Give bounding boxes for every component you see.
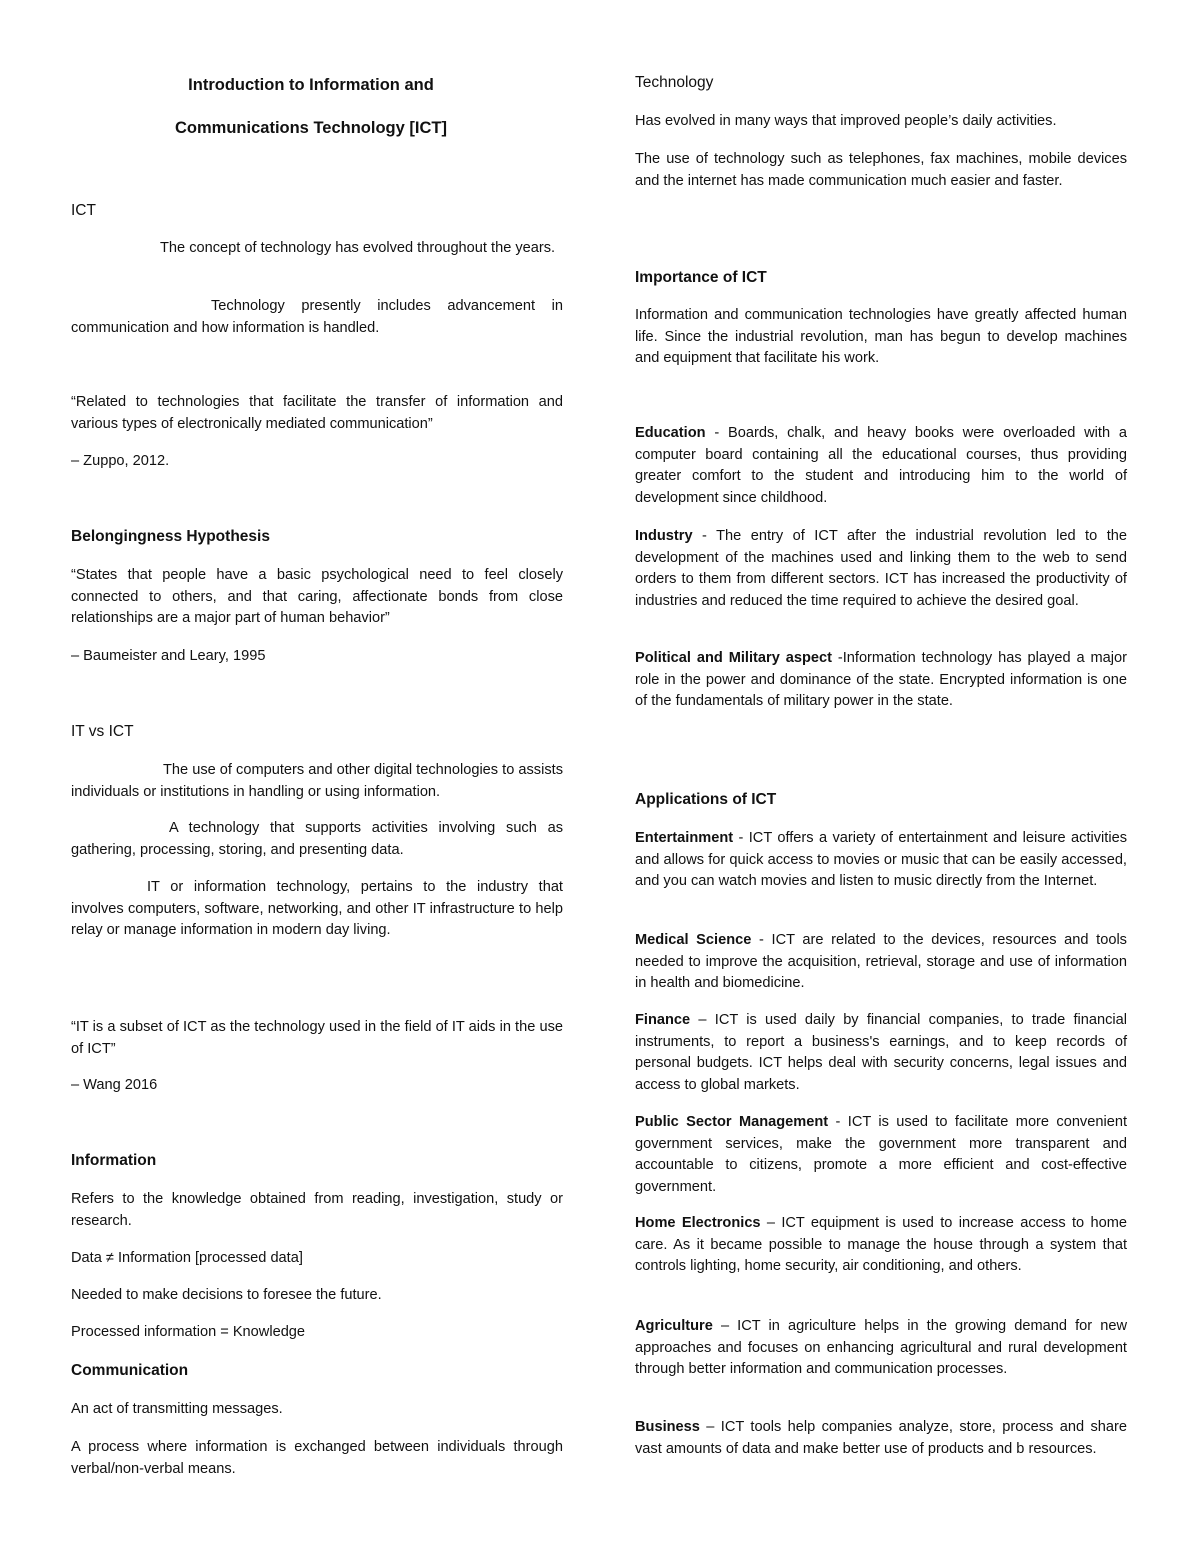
communication-paragraph-1: An act of transmitting messages. (71, 1401, 283, 1417)
zuppo-quote: “Related to technologies that facilitate the transfer of information and various types of electronically mediated communication” (71, 394, 563, 432)
it-vs-ict-paragraph-1: The use of computers and other digital technologies to assists individuals or institutions in handling or using information. (71, 762, 563, 800)
entertainment-text: - ICT offers a variety of entertainment and leisure activities and allows for quick access to movies or music that can be easily accessed, and you can watch movies and listen to music directly from the Internet. (635, 830, 1127, 890)
business-term: Business (635, 1419, 700, 1435)
finance-item (635, 1010, 1127, 1096)
agriculture-text: – ICT in agriculture helps in the growing demand for new approaches and focuses on enhancing agricultural and rural development through better information and communication processes. (635, 1318, 1127, 1378)
section-heading-information: Information (71, 1152, 157, 1169)
industry-text: - The entry of ICT after the industrial revolution led to the development of the machines used and linking them to the web to send orders to them from different sectors. ICT has increased the productivity of industries and reduced the time required to achieve the desired goal. (635, 528, 1127, 609)
section-heading-technology: Technology (635, 74, 714, 91)
home-electronics-item (635, 1213, 1127, 1278)
it-vs-ict-paragraph-2: A technology that supports activities involving such as gathering, processing, storing, and presenting data. (71, 820, 563, 858)
home-electronics-term: Home Electronics (635, 1215, 761, 1231)
industry-term: Industry (635, 528, 693, 544)
industry-item (635, 526, 1127, 612)
section-heading-ict: ICT (71, 202, 96, 219)
ict-paragraph-1: The concept of technology has evolved throughout the years. (160, 240, 556, 256)
education-term: Education (635, 425, 706, 441)
belongingness-quote: “States that people have a basic psychological need to feel closely connected to others, and that caring, affectionate bonds from close relationships are a major part of human behavior” (71, 567, 563, 627)
finance-term: Finance (635, 1012, 691, 1028)
political-military-item (635, 648, 1127, 713)
medical-science-text: - ICT are related to the devices, resources and tools needed to improve the acquisition, retrieval, storage and use of information in health and biomedicine. (635, 932, 1127, 992)
public-sector-text: - ICT is used to facilitate more convenient government services, make the government more transparent and accountable to citizens, promote a more efficient and cost-effective government. (635, 1114, 1127, 1195)
wang-quote: “IT is a subset of ICT as the technology used in the field of IT aids in the use of ICT” (71, 1019, 563, 1057)
ict-paragraph-2: Technology presently includes advancement in communication and how information is handled. (71, 298, 563, 336)
importance-paragraph: Information and communication technologies have greatly affected human life. Since the industrial revolution, man has begun to develop machines and equipment that facilitate his work. (635, 307, 1127, 367)
information-paragraph-2: Data ≠ Information [processed data] (71, 1250, 303, 1266)
entertainment-item (635, 828, 1127, 893)
information-paragraph-4: Processed information = Knowledge (71, 1324, 306, 1340)
medical-science-term: Medical Science (635, 932, 752, 948)
education-item (635, 423, 1127, 509)
political-military-term: Political and Military aspect (635, 650, 832, 666)
agriculture-item (635, 1316, 1127, 1381)
communication-paragraph-2: A process where information is exchanged between individuals through verbal/non-verbal means. (71, 1439, 563, 1477)
section-heading-communication: Communication (71, 1362, 189, 1379)
zuppo-quote-source: – Zuppo, 2012. (71, 453, 170, 469)
entertainment-term: Entertainment (635, 830, 734, 846)
medical-science-item (635, 930, 1127, 995)
political-military-text: -Information technology has played a major role in the power and dominance of the state. Encrypted information is one of the fundamentals of military power in the state. (635, 650, 1127, 710)
section-heading-belongingness: Belongingness Hypothesis (71, 528, 270, 545)
section-heading-importance: Importance of ICT (635, 269, 767, 286)
business-text: – ICT tools help companies analyze, store, process and share vast amounts of data and make better use of products and b resources. (635, 1419, 1127, 1457)
business-item (635, 1417, 1127, 1460)
document-title-line-1: Introduction to Information and (188, 76, 434, 94)
wang-quote-source: – Wang 2016 (71, 1077, 158, 1093)
information-paragraph-1: Refers to the knowledge obtained from reading, investigation, study or research. (71, 1191, 563, 1229)
public-sector-item (635, 1112, 1127, 1198)
technology-paragraph-2: The use of technology such as telephones, fax machines, mobile devices and the internet has made communication much easier and faster. (635, 151, 1127, 189)
belongingness-quote-source: – Baumeister and Leary, 1995 (71, 648, 266, 664)
finance-text: – ICT is used daily by financial companies, to trade financial instruments, to report a business's earnings, and to keep records of personal budgets. ICT helps deal with security concerns, legal issues and access to global markets. (635, 1012, 1127, 1093)
section-heading-applications: Applications of ICT (635, 791, 777, 808)
public-sector-term: Public Sector Management (635, 1114, 829, 1130)
agriculture-term: Agriculture (635, 1318, 713, 1334)
education-text: - Boards, chalk, and heavy books were overloaded with a computer board containing all the educational courses, thus providing greater comfort to the student and introducing him to the world of development since childhood. (635, 425, 1127, 506)
document-title-line-2: Communications Technology [ICT] (175, 119, 447, 137)
section-heading-it-vs-ict: IT vs ICT (71, 723, 134, 740)
home-electronics-text: – ICT equipment is used to increase access to home care. As it became possible to manage the house through a system that controls lighting, home security, air conditioning, and others. (635, 1215, 1127, 1275)
it-vs-ict-paragraph-3: IT or information technology, pertains to the industry that involves computers, software, networking, and other IT infrastructure to help relay or manage information in modern day living. (71, 879, 563, 939)
technology-paragraph-1: Has evolved in many ways that improved people’s daily activities. (635, 113, 1057, 129)
information-paragraph-3: Needed to make decisions to foresee the future. (71, 1287, 382, 1303)
